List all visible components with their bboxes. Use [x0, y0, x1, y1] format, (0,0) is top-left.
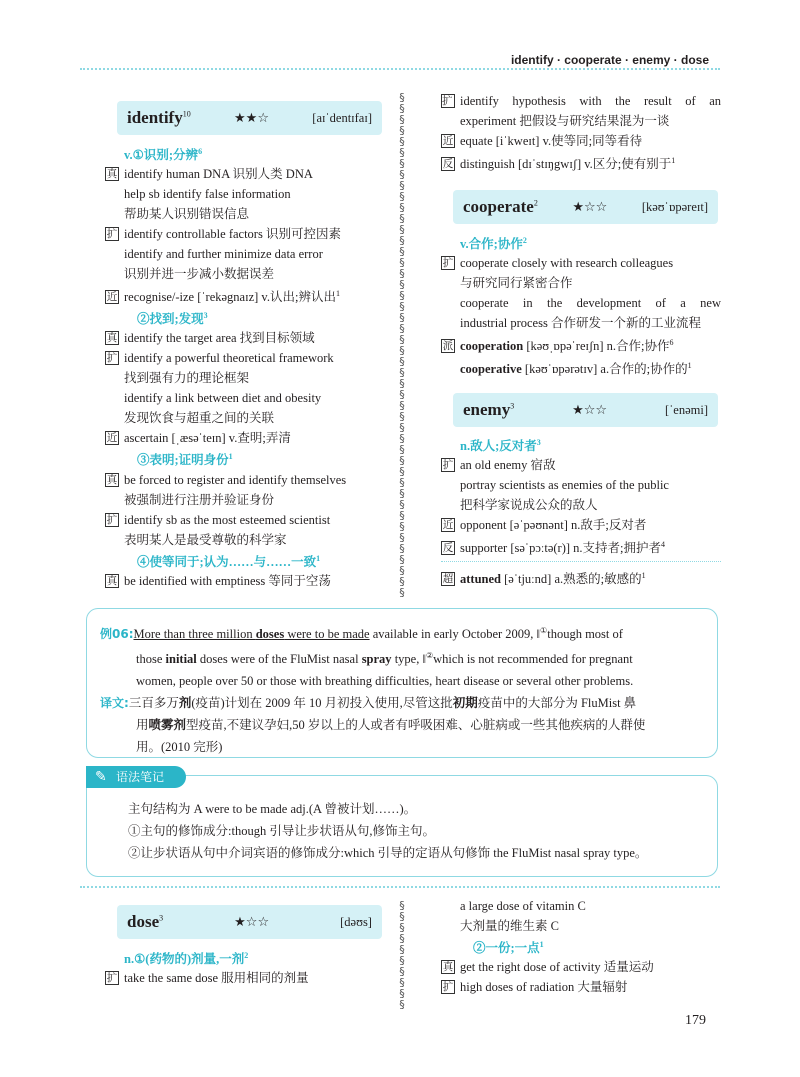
- pen-icon: ✎: [95, 769, 107, 785]
- headword: enemy$^3$: [463, 400, 515, 419]
- example-line: identify a link between diet and obesity: [124, 391, 322, 406]
- derivative-line: cooperative [kəʊˈɒpərətɪv] a.合作的;协作的$^1$: [460, 361, 692, 377]
- example-line: help sb identify false information: [124, 187, 291, 202]
- example-line: experiment 把假设与研究结果混为一谈: [460, 114, 670, 128]
- cooperate-body: [441, 232, 721, 379]
- column-divider-top: § § § § § § § § § § § § § § § § § § § § § § § § § § § § § § § § § § § § § § § § § § § § § §: [399, 92, 405, 597]
- phonetic: [ˈenəmi]: [664, 402, 708, 417]
- phonetic: [kəʊˈɒpəreɪt]: [641, 199, 708, 214]
- example-line: 扩 identify a powerful theoretical framework: [106, 351, 334, 366]
- sense: ③表明;证明身份$^1$: [137, 452, 233, 468]
- identify-body: [105, 143, 390, 591]
- header-divider: [80, 68, 720, 70]
- sense: ②找到;发现$^3$: [137, 311, 208, 327]
- example-line: 识别并进一步减小数据误差: [124, 267, 275, 282]
- antonym-line: 反 supporter [səˈpɔːtə(r)] n.支持者;拥护者$^4$: [442, 540, 665, 556]
- sense: v.合作;协作$^2$: [460, 236, 527, 252]
- frequency-stars: ★☆☆: [572, 402, 608, 418]
- word-box-identify: [117, 101, 382, 135]
- example-line: 扩 take the same dose 服用相同的剂量: [106, 971, 309, 986]
- frequency-stars: ★☆☆: [234, 914, 270, 930]
- example-line: 真 identify the target area 找到目标领域: [106, 331, 315, 346]
- example-line: 发现饮食与超重之间的关联: [124, 411, 275, 426]
- example-line: 被强制进行注册并验证身份: [124, 492, 275, 507]
- section-divider: [80, 886, 720, 888]
- sense: v.①识别;分辨$^6$: [124, 147, 203, 163]
- example-line: 与研究同行紧密合作: [460, 276, 573, 291]
- translation-line-1: 译文:三百多万剂(疫苗)计划在 2009 年 10 月初投入使用,尽管这批初期疫苗中的大部分为 FluMist 鼻: [100, 696, 637, 711]
- example-line: 扩 an old enemy 宿敌: [442, 458, 556, 473]
- example-line: a large dose of vitamin C: [460, 899, 586, 913]
- grammar-note-line: ②让步状语从句中介词宾语的修饰成分:which 引导的定语从句修饰 the FluMist nasal spray type。: [128, 846, 648, 860]
- sense: ④使等同于;认为……与……一致$^1$: [137, 553, 321, 569]
- example-line: 帮助某人识别错误信息: [124, 207, 250, 222]
- phonetic: [dəʊs]: [340, 914, 372, 929]
- dose-body: [105, 947, 390, 988]
- grammar-note-line: ①主句的修饰成分:though 引导让步状语从句,修饰主句。: [128, 824, 435, 838]
- frequency-stars: ★★☆: [234, 110, 269, 126]
- sense: n.①(药物的)剂量,一剂$^2$: [124, 951, 249, 967]
- page-number: 179: [685, 1013, 706, 1028]
- example-line: 把科学家说成公众的敌人: [460, 498, 598, 513]
- example-line: 真 be forced to register and identify themselves: [106, 472, 347, 487]
- identify-continued: [441, 91, 721, 174]
- grammar-note-header: ✎ 语法笔记: [86, 766, 186, 788]
- example-line: 扩 identify sb as the most esteemed scientist: [106, 512, 331, 527]
- example-line: industrial process 合作研发一个新的工业流程: [460, 316, 701, 331]
- synonym-line: 近 equate [iˈkweɪt] v.使等同;同等看待: [442, 134, 643, 148]
- dose-continued: [441, 896, 721, 997]
- synonym-line: 近 recognise/-ize [ˈrekəgnaɪz] v.认出;辨认出$^1$: [106, 289, 340, 305]
- example-line: 扩 identify controllable factors 识别可控因素: [106, 227, 341, 242]
- example-line: portray scientists as enemies of the public: [460, 478, 669, 493]
- antonym-line: 反 distinguish [dɪˈstɪŋgwɪʃ] v.区分;使有别于$^1$: [442, 156, 676, 172]
- phonetic: [aɪˈdentɪfaɪ]: [312, 110, 372, 125]
- grammar-note-line: 主句结构为 A were to be made adj.(A 曾被计划……)。: [128, 802, 417, 816]
- example-line-1: 例06:More than three million doses were to be made available in early October 2009, ‖①though most of: [100, 626, 623, 642]
- example-line: identify and further minimize data error: [124, 247, 323, 262]
- word-box-enemy: [453, 393, 718, 427]
- headword: identify$^{10}$: [127, 108, 191, 127]
- translation-line-2: 用喷雾剂型疫苗,不建议孕妇,50 岁以上的人或者有呼吸困难、心脏病或一些其他疾病的人群使: [136, 718, 646, 733]
- super-line: 超 attuned [əˈtjuːnd] a.熟悉的;敏感的$^1$: [442, 571, 646, 587]
- example-line: 扩 cooperate closely with research colleagues: [442, 256, 674, 271]
- derivative-line: 派 cooperation [kəʊˌɒpəˈreɪʃn] n.合作;协作$^6$: [442, 338, 674, 354]
- headword: dose$^3$: [127, 912, 164, 931]
- example-line: 扩 identify hypothesis with the result of an: [442, 94, 721, 108]
- example-line: 真 be identified with emptiness 等同于空荡: [106, 573, 331, 588]
- example-line: 表明某人是最受尊敬的科学家: [124, 532, 287, 547]
- frequency-stars: ★☆☆: [572, 199, 608, 215]
- word-box-cooperate: [453, 190, 718, 224]
- example-line: 找到强有力的理论框架: [124, 371, 250, 386]
- example-line: 扩 high doses of radiation 大量辐射: [442, 980, 628, 995]
- headword: cooperate$^2$: [463, 197, 538, 216]
- example-line-2: those initial doses were of the FluMist nasal spray type, ‖②which is not recommended for pregnant: [136, 651, 633, 667]
- synonym-line: 近 ascertain [ˌæsəˈteɪn] v.查明;弄清: [106, 431, 291, 446]
- grammar-notes: [128, 798, 713, 864]
- example-line: 大剂量的维生素 C: [460, 919, 559, 933]
- column-divider-bottom: § § § § § § § § § §: [399, 900, 405, 1010]
- divider: [441, 561, 721, 563]
- word-box-dose: [117, 905, 382, 939]
- example-line-3: women, people over 50 or those with breathing difficulties, heart disease or several other problems.: [136, 674, 634, 689]
- example-sentence: [100, 620, 708, 758]
- example-line: cooperate in the development of a new: [460, 296, 721, 311]
- sense: n.敌人;反对者$^3$: [460, 438, 541, 454]
- enemy-body: [441, 434, 721, 589]
- example-line: 真 identify human DNA 识别人类 DNA: [106, 167, 313, 182]
- running-header: identify · cooperate · enemy · dose: [510, 53, 709, 67]
- translation-line-3: 用。(2010 完形): [136, 740, 223, 755]
- sense: ②一份;一点$^1$: [473, 940, 544, 956]
- synonym-line: 近 opponent [əˈpəʊnənt] n.敌手;反对者: [442, 518, 647, 533]
- example-line: 真 get the right dose of activity 适量运动: [442, 960, 654, 975]
